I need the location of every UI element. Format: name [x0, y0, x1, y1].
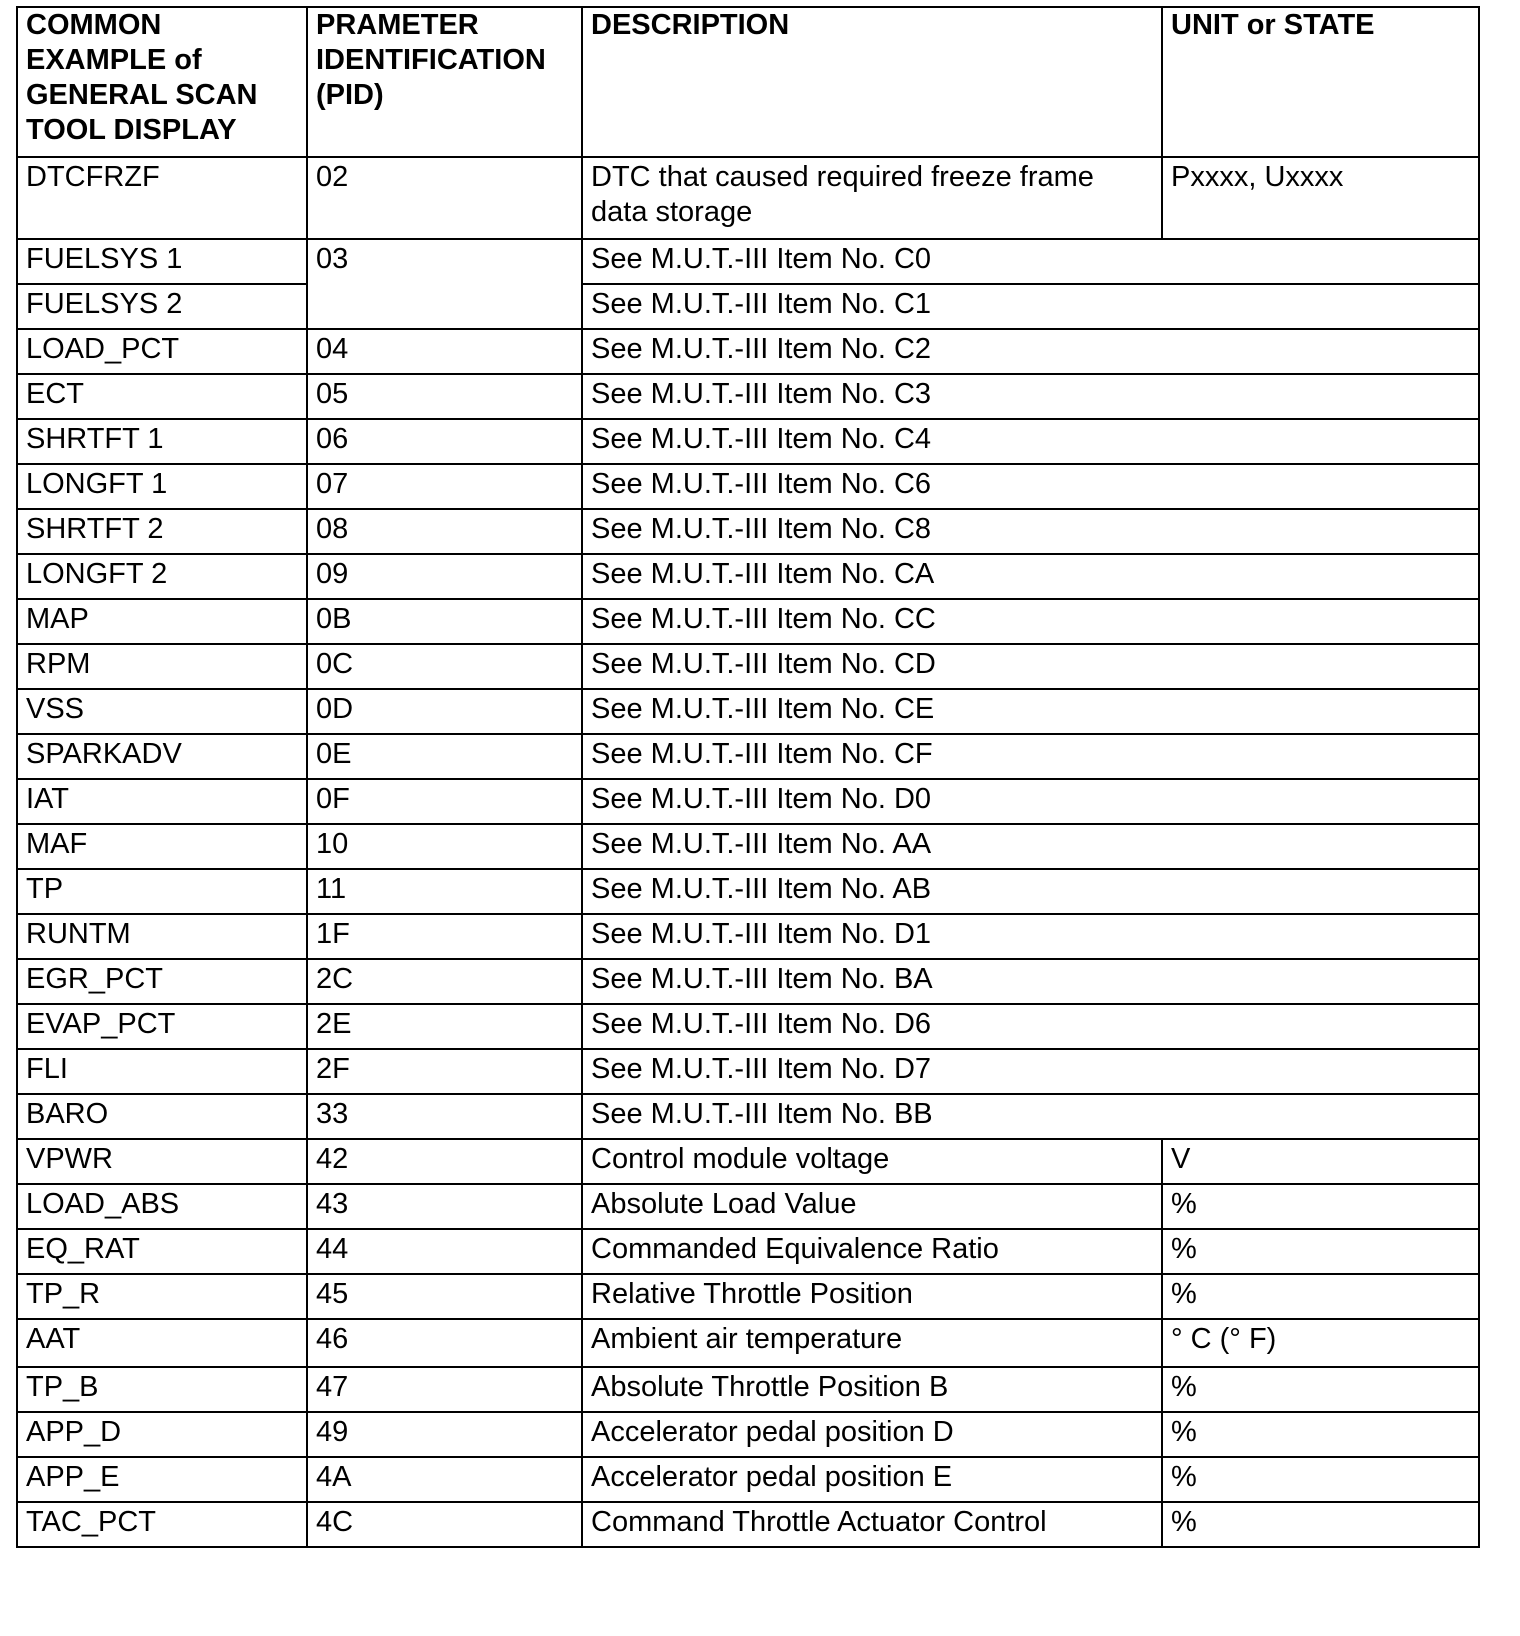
table-row: [17, 689, 1479, 734]
table-row: [17, 284, 1479, 329]
cell-description: See M.U.T.-III Item No. BB: [582, 1094, 1479, 1139]
cell-display: SHRTFT 1: [17, 419, 307, 464]
cell-display: LONGFT 1: [17, 464, 307, 509]
table-row: [17, 869, 1479, 914]
cell-display: FLI: [17, 1049, 307, 1094]
cell-description: See M.U.T.-III Item No. AA: [582, 824, 1479, 869]
cell-pid: 07: [307, 464, 582, 509]
cell-unit: Pxxxx, Uxxxx: [1162, 157, 1479, 239]
cell-description: See M.U.T.-III Item No. CE: [582, 689, 1479, 734]
cell-pid: 0D: [307, 689, 582, 734]
cell-description: See M.U.T.-III Item No. D6: [582, 1004, 1479, 1049]
table-row: [17, 734, 1479, 779]
table-row: [17, 1184, 1479, 1229]
cell-description: See M.U.T.-III Item No. C4: [582, 419, 1479, 464]
cell-description: See M.U.T.-III Item No. C2: [582, 329, 1479, 374]
table-row: [17, 1139, 1479, 1184]
cell-description: Absolute Load Value: [582, 1184, 1162, 1229]
cell-display: FUELSYS 1: [17, 239, 307, 284]
cell-description: See M.U.T.-III Item No. C8: [582, 509, 1479, 554]
cell-pid: 0B: [307, 599, 582, 644]
cell-pid: 08: [307, 509, 582, 554]
table-row: [17, 1229, 1479, 1274]
cell-pid: 10: [307, 824, 582, 869]
cell-unit: %: [1162, 1229, 1479, 1274]
cell-display: VPWR: [17, 1139, 307, 1184]
cell-unit: ° C (° F): [1162, 1319, 1479, 1367]
cell-pid: 46: [307, 1319, 582, 1367]
cell-description: See M.U.T.-III Item No. C1: [582, 284, 1479, 329]
cell-pid: 11: [307, 869, 582, 914]
cell-description: See M.U.T.-III Item No. C6: [582, 464, 1479, 509]
cell-unit: %: [1162, 1274, 1479, 1319]
header-row: [17, 7, 1479, 157]
cell-description: See M.U.T.-III Item No. D0: [582, 779, 1479, 824]
cell-description: See M.U.T.-III Item No. CF: [582, 734, 1479, 779]
cell-pid: 05: [307, 374, 582, 419]
header-unit: UNIT or STATE: [1162, 7, 1479, 157]
cell-pid: 0E: [307, 734, 582, 779]
cell-display: APP_D: [17, 1412, 307, 1457]
cell-description: Accelerator pedal position E: [582, 1457, 1162, 1502]
table-row: [17, 914, 1479, 959]
cell-description: See M.U.T.-III Item No. CA: [582, 554, 1479, 599]
table-row: [17, 1319, 1479, 1367]
cell-pid: 09: [307, 554, 582, 599]
cell-pid: 04: [307, 329, 582, 374]
cell-description: Control module voltage: [582, 1139, 1162, 1184]
pid-table: [16, 6, 1480, 1548]
cell-display: LOAD_ABS: [17, 1184, 307, 1229]
cell-pid: 33: [307, 1094, 582, 1139]
table-row: [17, 644, 1479, 689]
cell-description: Command Throttle Actuator Control: [582, 1502, 1162, 1547]
cell-display: MAP: [17, 599, 307, 644]
header-pid: PRAMETER IDENTIFICATION (PID): [307, 7, 582, 157]
cell-display: LONGFT 2: [17, 554, 307, 599]
cell-display: MAF: [17, 824, 307, 869]
table-row: [17, 779, 1479, 824]
table-row: [17, 824, 1479, 869]
cell-description: See M.U.T.-III Item No. C0: [582, 239, 1479, 284]
cell-description: See M.U.T.-III Item No. D1: [582, 914, 1479, 959]
cell-description: See M.U.T.-III Item No. CC: [582, 599, 1479, 644]
table-row: [17, 419, 1479, 464]
cell-pid: 49: [307, 1412, 582, 1457]
table-row: [17, 1004, 1479, 1049]
cell-display: EVAP_PCT: [17, 1004, 307, 1049]
cell-unit: %: [1162, 1184, 1479, 1229]
cell-description: See M.U.T.-III Item No. AB: [582, 869, 1479, 914]
cell-pid: 2E: [307, 1004, 582, 1049]
cell-pid: 06: [307, 419, 582, 464]
cell-pid: 2C: [307, 959, 582, 1004]
cell-pid: 43: [307, 1184, 582, 1229]
cell-pid: 47: [307, 1367, 582, 1412]
table-row: [17, 1367, 1479, 1412]
cell-pid: 42: [307, 1139, 582, 1184]
cell-display: RPM: [17, 644, 307, 689]
cell-unit: %: [1162, 1457, 1479, 1502]
cell-description: Accelerator pedal position D: [582, 1412, 1162, 1457]
cell-description: See M.U.T.-III Item No. D7: [582, 1049, 1479, 1094]
cell-description: Commanded Equivalence Ratio: [582, 1229, 1162, 1274]
table-row: [17, 464, 1479, 509]
cell-description: Ambient air temperature: [582, 1319, 1162, 1367]
cell-unit: %: [1162, 1412, 1479, 1457]
cell-display: APP_E: [17, 1457, 307, 1502]
header-display: COMMON EXAMPLE of GENERAL SCAN TOOL DISPLAY: [17, 7, 307, 157]
cell-pid: 4C: [307, 1502, 582, 1547]
cell-description: Absolute Throttle Position B: [582, 1367, 1162, 1412]
table-row: [17, 374, 1479, 419]
cell-display: EGR_PCT: [17, 959, 307, 1004]
cell-description: See M.U.T.-III Item No. CD: [582, 644, 1479, 689]
cell-display: SPARKADV: [17, 734, 307, 779]
table-row: [17, 157, 1479, 239]
cell-display: IAT: [17, 779, 307, 824]
cell-display: ECT: [17, 374, 307, 419]
table-row: [17, 1502, 1479, 1547]
cell-unit: %: [1162, 1367, 1479, 1412]
cell-pid: 0F: [307, 779, 582, 824]
cell-display: TP_B: [17, 1367, 307, 1412]
table-row: [17, 1094, 1479, 1139]
cell-description: DTC that caused required freeze frame data storage: [582, 157, 1162, 239]
pid-table-container: [16, 6, 1480, 1548]
table-row: [17, 1412, 1479, 1457]
cell-pid: 44: [307, 1229, 582, 1274]
cell-pid: 03: [307, 239, 582, 329]
cell-unit: %: [1162, 1502, 1479, 1547]
cell-display: BARO: [17, 1094, 307, 1139]
cell-display: VSS: [17, 689, 307, 734]
table-row: [17, 1274, 1479, 1319]
cell-description: See M.U.T.-III Item No. BA: [582, 959, 1479, 1004]
cell-display: DTCFRZF: [17, 157, 307, 239]
cell-display: TP_R: [17, 1274, 307, 1319]
cell-pid: 2F: [307, 1049, 582, 1094]
cell-display: SHRTFT 2: [17, 509, 307, 554]
cell-display: TP: [17, 869, 307, 914]
table-row: [17, 1457, 1479, 1502]
cell-display: RUNTM: [17, 914, 307, 959]
table-row: [17, 554, 1479, 599]
cell-pid: 0C: [307, 644, 582, 689]
table-row: [17, 239, 1479, 284]
cell-display: TAC_PCT: [17, 1502, 307, 1547]
cell-description: See M.U.T.-III Item No. C3: [582, 374, 1479, 419]
table-row: [17, 959, 1479, 1004]
table-row: [17, 599, 1479, 644]
cell-display: LOAD_PCT: [17, 329, 307, 374]
cell-pid: 45: [307, 1274, 582, 1319]
header-description: DESCRIPTION: [582, 7, 1162, 157]
cell-unit: V: [1162, 1139, 1479, 1184]
cell-pid: 02: [307, 157, 582, 239]
cell-pid: 1F: [307, 914, 582, 959]
cell-display: EQ_RAT: [17, 1229, 307, 1274]
cell-pid: 4A: [307, 1457, 582, 1502]
table-row: [17, 509, 1479, 554]
table-row: [17, 329, 1479, 374]
table-row: [17, 1049, 1479, 1094]
cell-display: AAT: [17, 1319, 307, 1367]
cell-description: Relative Throttle Position: [582, 1274, 1162, 1319]
cell-display: FUELSYS 2: [17, 284, 307, 329]
